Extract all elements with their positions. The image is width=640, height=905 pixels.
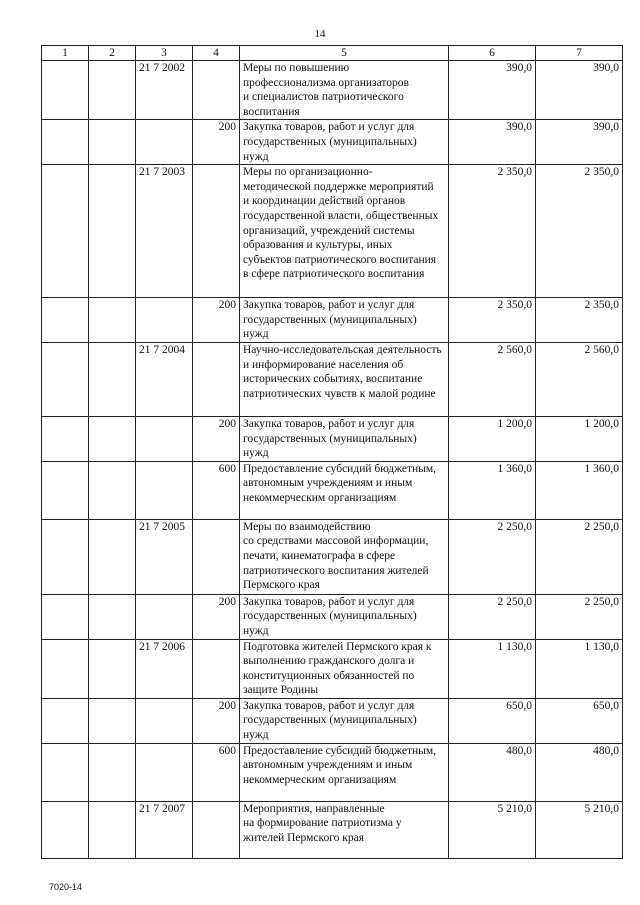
amount-col-7: 1 130,0 — [536, 639, 623, 698]
cell-col-2 — [89, 594, 136, 639]
table-row — [42, 519, 623, 594]
cell-col-1 — [42, 61, 89, 120]
cell-col-1 — [42, 342, 89, 416]
description-line: конституционных обязанностей по — [243, 669, 415, 682]
description-cell — [240, 743, 449, 801]
header-col-7: 7 — [536, 46, 623, 61]
description-line: некоммерческим организациям — [243, 774, 397, 787]
description-cell — [240, 801, 449, 858]
table-row — [42, 416, 623, 461]
cell-col-1 — [42, 594, 89, 639]
amount-col-6: 650,0 — [449, 698, 536, 743]
description-line: жителей Пермского края — [243, 832, 365, 845]
amount-col-6: 1 360,0 — [449, 461, 536, 519]
cell-col-2 — [89, 416, 136, 461]
description-line: государственных (муниципальных) — [243, 313, 417, 326]
description-line: нужд — [243, 729, 269, 742]
amount-col-7: 5 210,0 — [536, 801, 623, 858]
description-line: Мероприятия, направленные — [243, 802, 385, 815]
description-line: Научно-исследовательская деятельность — [243, 343, 442, 356]
cell-col-1 — [42, 120, 89, 165]
table-row — [42, 594, 623, 639]
amount-col-7: 2 250,0 — [536, 519, 623, 594]
description-line: на формирование патриотизма у — [243, 817, 402, 830]
description-cell — [240, 519, 449, 594]
expense-type-cell: 200 — [193, 698, 240, 743]
description-line: со средствами массовой информации, — [243, 535, 429, 548]
description-line: воспитания — [243, 105, 300, 118]
description-line: Закупка товаров, работ и услуг для — [243, 299, 415, 312]
table-row — [42, 342, 623, 416]
cell-col-1 — [42, 698, 89, 743]
description-line: выполнению гражданского долга и — [243, 655, 415, 668]
cell-col-2 — [89, 698, 136, 743]
expense-type-cell: 200 — [193, 594, 240, 639]
amount-col-7: 2 560,0 — [536, 342, 623, 416]
cell-col-2 — [89, 298, 136, 343]
amount-col-7: 2 350,0 — [536, 298, 623, 343]
expense-type-cell: 200 — [193, 416, 240, 461]
description-cell — [240, 120, 449, 165]
table-row — [42, 743, 623, 801]
amount-col-7: 390,0 — [536, 120, 623, 165]
description-line: патриотического воспитания жителей — [243, 564, 429, 577]
amount-col-6: 1 200,0 — [449, 416, 536, 461]
description-line: государственных (муниципальных) — [243, 714, 417, 727]
footer-code: 7020-14 — [49, 882, 83, 892]
cell-col-1 — [42, 461, 89, 519]
cell-col-2 — [89, 461, 136, 519]
description-cell — [240, 461, 449, 519]
cell-col-2 — [89, 519, 136, 594]
expense-type-cell — [193, 165, 240, 298]
expense-type-cell — [193, 639, 240, 698]
target-code-cell: 21 7 2004 — [136, 342, 193, 416]
description-line: защите Родины — [243, 684, 319, 697]
description-line: Предоставление субсидий бюджетным, — [243, 462, 437, 475]
description-line: Пермского края — [243, 579, 320, 592]
amount-col-7: 2 350,0 — [536, 165, 623, 298]
cell-col-2 — [89, 165, 136, 298]
description-line: исторических событиях, воспитание — [243, 373, 423, 386]
amount-col-6: 390,0 — [449, 120, 536, 165]
description-line: и специалистов патриотического — [243, 91, 404, 104]
description-line: Меры по повышению — [243, 62, 350, 74]
description-line: печати, кинематографа в сфере — [243, 549, 396, 562]
expense-type-cell — [193, 61, 240, 120]
amount-col-6: 2 560,0 — [449, 342, 536, 416]
amount-col-6: 2 350,0 — [449, 298, 536, 343]
cell-col-1 — [42, 801, 89, 858]
description-line: государственной власти, общественных — [243, 209, 439, 222]
table-row — [42, 61, 623, 120]
cell-col-1 — [42, 165, 89, 298]
description-cell — [240, 165, 449, 298]
header-col-4: 4 — [193, 46, 240, 61]
header-col-1: 1 — [42, 46, 89, 61]
amount-col-6: 2 250,0 — [449, 594, 536, 639]
description-cell — [240, 298, 449, 343]
amount-col-6: 5 210,0 — [449, 801, 536, 858]
table-row — [42, 298, 623, 343]
cell-col-1 — [42, 519, 89, 594]
description-line: государственных (муниципальных) — [243, 432, 417, 445]
description-line: государственных (муниципальных) — [243, 135, 417, 148]
description-line: нужд — [243, 150, 269, 163]
description-line: некоммерческим организациям — [243, 491, 397, 504]
page-number: 14 — [314, 28, 326, 40]
description-line: государственных (муниципальных) — [243, 610, 417, 623]
description-line: патриотических чувств к малой родине — [243, 387, 436, 400]
header-col-2: 2 — [89, 46, 136, 61]
description-cell — [240, 639, 449, 698]
table-row — [42, 120, 623, 165]
amount-col-6: 2 250,0 — [449, 519, 536, 594]
table-row — [42, 639, 623, 698]
description-line: Закупка товаров, работ и услуг для — [243, 595, 415, 608]
amount-col-6: 390,0 — [449, 61, 536, 120]
target-code-cell: 21 7 2002 — [136, 61, 193, 120]
cell-col-2 — [89, 342, 136, 416]
description-line: Подготовка жителей Пермского края к — [243, 640, 432, 653]
description-cell — [240, 698, 449, 743]
header-col-5: 5 — [240, 46, 449, 61]
amount-col-7: 1 360,0 — [536, 461, 623, 519]
amount-col-6: 1 130,0 — [449, 639, 536, 698]
target-code-cell — [136, 461, 193, 519]
description-line: Предоставление субсидий бюджетным, — [243, 744, 437, 757]
amount-col-7: 650,0 — [536, 698, 623, 743]
target-code-cell: 21 7 2003 — [136, 165, 193, 298]
table-row — [42, 698, 623, 743]
cell-col-1 — [42, 298, 89, 343]
amount-col-6: 2 350,0 — [449, 165, 536, 298]
target-code-cell — [136, 416, 193, 461]
amount-col-7: 2 250,0 — [536, 594, 623, 639]
cell-col-2 — [89, 743, 136, 801]
description-line: и информирование населения об — [243, 358, 404, 371]
cell-col-2 — [89, 639, 136, 698]
amount-col-7: 390,0 — [536, 61, 623, 120]
description-line: организаций, учреждений системы — [243, 224, 415, 237]
cell-col-2 — [89, 801, 136, 858]
budget-table — [41, 45, 623, 859]
amount-col-7: 1 200,0 — [536, 416, 623, 461]
target-code-cell: 21 7 2005 — [136, 519, 193, 594]
expense-type-cell: 200 — [193, 298, 240, 343]
target-code-cell: 21 7 2007 — [136, 801, 193, 858]
description-line: Закупка товаров, работ и услуг для — [243, 699, 415, 712]
expense-type-cell: 200 — [193, 120, 240, 165]
description-line: нужд — [243, 328, 269, 341]
description-line: Меры по организационно- — [243, 166, 373, 179]
amount-col-7: 480,0 — [536, 743, 623, 801]
target-code-cell — [136, 120, 193, 165]
description-line: Закупка товаров, работ и услуг для — [243, 417, 415, 430]
header-col-6: 6 — [449, 46, 536, 61]
target-code-cell — [136, 298, 193, 343]
expense-type-cell — [193, 342, 240, 416]
description-line: автономным учреждениям и иным — [243, 477, 413, 490]
cell-col-1 — [42, 416, 89, 461]
header-row — [42, 46, 623, 61]
description-cell — [240, 416, 449, 461]
description-line: нужд — [243, 447, 269, 460]
table-body — [42, 61, 623, 859]
expense-type-cell — [193, 519, 240, 594]
description-line: профессионализма организаторов — [243, 76, 409, 89]
target-code-cell — [136, 743, 193, 801]
target-code-cell — [136, 594, 193, 639]
description-line: и координации действий органов — [243, 195, 406, 208]
expense-type-cell: 600 — [193, 743, 240, 801]
description-line: образования и культуры, иных — [243, 239, 393, 252]
budget-table-wrapper — [41, 45, 622, 859]
description-line: нужд — [243, 624, 269, 637]
cell-col-2 — [89, 120, 136, 165]
target-code-cell — [136, 698, 193, 743]
expense-type-cell: 600 — [193, 461, 240, 519]
description-line: субъектов патриотического воспитания — [243, 253, 437, 266]
header-col-3: 3 — [136, 46, 193, 61]
description-cell — [240, 342, 449, 416]
expense-type-cell — [193, 801, 240, 858]
description-line: в сфере патриотического воспитания — [243, 268, 425, 281]
table-row — [42, 801, 623, 858]
cell-col-1 — [42, 639, 89, 698]
description-line: Меры по взаимодействию — [243, 520, 371, 533]
table-row — [42, 461, 623, 519]
description-line: Закупка товаров, работ и услуг для — [243, 121, 415, 134]
cell-col-1 — [42, 743, 89, 801]
description-line: автономным учреждениям и иным — [243, 759, 413, 772]
description-cell — [240, 61, 449, 120]
target-code-cell: 21 7 2006 — [136, 639, 193, 698]
cell-col-2 — [89, 61, 136, 120]
description-cell — [240, 594, 449, 639]
description-line: методической поддержке мероприятий — [243, 180, 434, 193]
amount-col-6: 480,0 — [449, 743, 536, 801]
table-row — [42, 165, 623, 298]
